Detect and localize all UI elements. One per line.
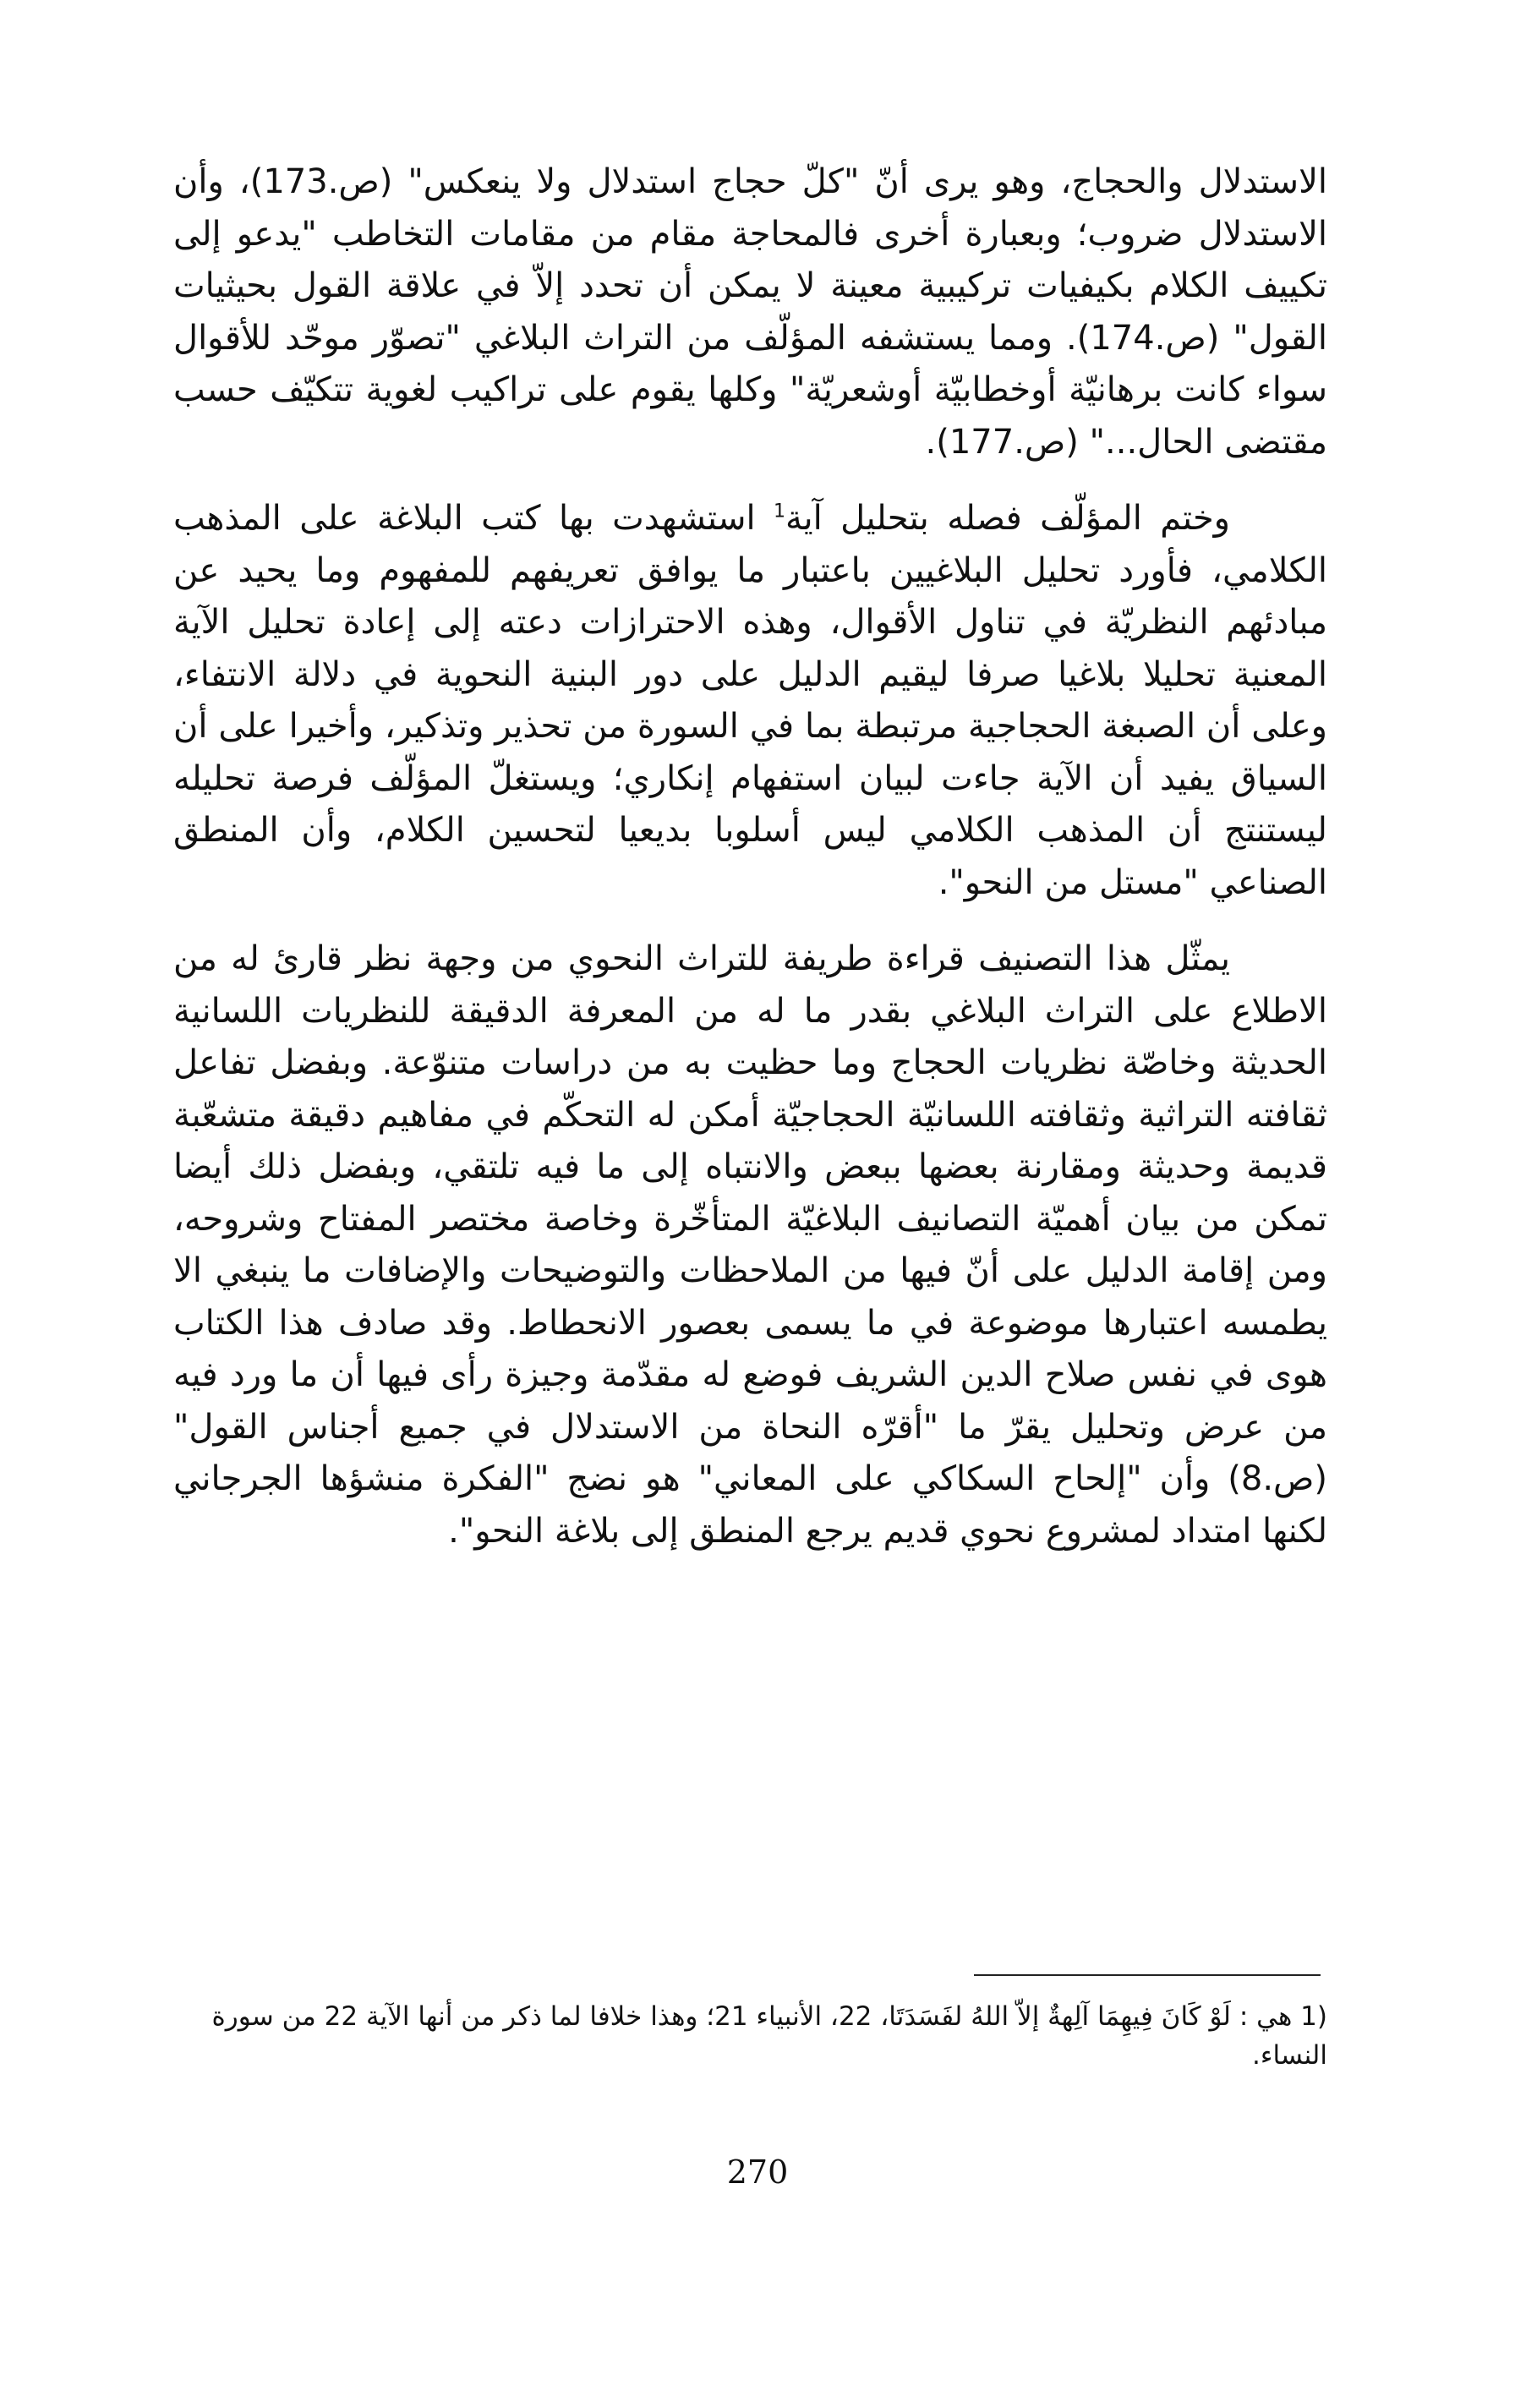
paragraph-2 bbox=[173, 493, 1327, 909]
paragraph-1: الاستدلال والحجاج، وهو يرى أنّ "كلّ حجاج استدلال ولا ينعكس" (ص.173)، وأن الاستدلال ضروب؛ وبعبارة أخرى فالمحاجة مقام من مقامات التخاطب "يدعو إلى تكييف الكلام بكيفيات تركيبية معينة لا يمكن أن تحدد إلاّ في علاقة القول بحيثيات القول" (ص.174). ومما يستشفه المؤلّف من التراث البلاغي "تصوّر موحّد للأقوال سواء كانت برهانيّة أوخطابيّة أوشعريّة" وكلها يقوم على تراكيب لغوية تتكيّف حسب مقتضى الحال..." (ص.177). bbox=[173, 162, 1327, 462]
paragraph-2-start: وختم المؤلّف فصله بتحليل آية bbox=[785, 499, 1230, 538]
footnote-reference: 1 bbox=[774, 501, 786, 523]
footnote-marker: 1) bbox=[1300, 2001, 1327, 2032]
footnote-text: هي : لَوْ كَانَ فِيهِمَا آلِهةٌ إلاّ اللهُ لفَسَدَتَا، 22، الأنبياء 21؛ وهذا خلافا لما ذكر من أنها الآية 22 من سورة النساء. bbox=[211, 2001, 1327, 2071]
body-text bbox=[173, 156, 1327, 1582]
page-number: 270 bbox=[726, 2154, 789, 2191]
paragraph-2-end: استشهدت بها كتب البلاغة على المذهب الكلامي، فأورد تحليل البلاغيين باعتبار ما يوافق تعريفهم للمفهوم وما يحيد عن مبادئهم النظريّة في تناول الأقوال، وهذه الاحترازات دعته إلى إعادة تحليل الآية المعنية تحليلا بلاغيا صرفا ليقيم الدليل على دور البنية النحوية في دلالة الانتفاء، وعلى أن الصبغة الحجاجية مرتبطة بما في السورة من تحذير وتذكير، وأخيرا على أن السياق يفيد أن الآية جاءت لبيان استفهام إنكاري؛ ويستغلّ المؤلّف فرصة تحليله ليستنتج أن المذهب الكلامي ليس أسلوبا بديعيا لتحسين الكلام، وأن المنطق الصناعي "مستل من النحو". bbox=[173, 499, 1327, 902]
footnote bbox=[173, 1997, 1327, 2075]
footnote-separator bbox=[974, 1974, 1321, 1976]
paragraph-3: يمثّل هذا التصنيف قراءة طريفة للتراث النحوي من وجهة نظر قارئ له من الاطلاع على التراث البلاغي بقدر ما له من المعرفة الدقيقة للنظريات اللسانية الحديثة وخاصّة نظريات الحجاج وما حظيت به من دراسات متنوّعة. وبفضل تفاعل ثقافته التراثية وثقافته اللسانيّة الحجاجيّة أمكن له التحكّم في مفاهيم دقيقة متشعّبة قديمة وحديثة ومقارنة بعضها ببعض والانتباه إلى ما فيه تلتقي، وبفضل ذلك أيضا تمكن من بيان أهميّة التصانيف البلاغيّة المتأخّرة وخاصة مختصر المفتاح وشروحه، ومن إقامة الدليل على أنّ فيها من الملاحظات والتوضيحات والإضافات ما ينبغي الا يطمسه اعتبارها موضوعة في ما يسمى بعصور الانحطاط. وقد صادف هذا الكتاب هوى في نفس صلاح الدين الشريف فوضع له مقدّمة وجيزة رأى فيها أن ما ورد فيه من عرض وتحليل يقرّ ما "أقرّه النحاة من الاستدلال في جميع أجناس القول" (ص.8) وأن "إلحاح السكاكي على المعاني" هو نضج "الفكرة منشؤها الجرجاني لكنها امتداد لمشروع نحوي قديم يرجع المنطق إلى بلاغة النحو". bbox=[173, 939, 1327, 1551]
